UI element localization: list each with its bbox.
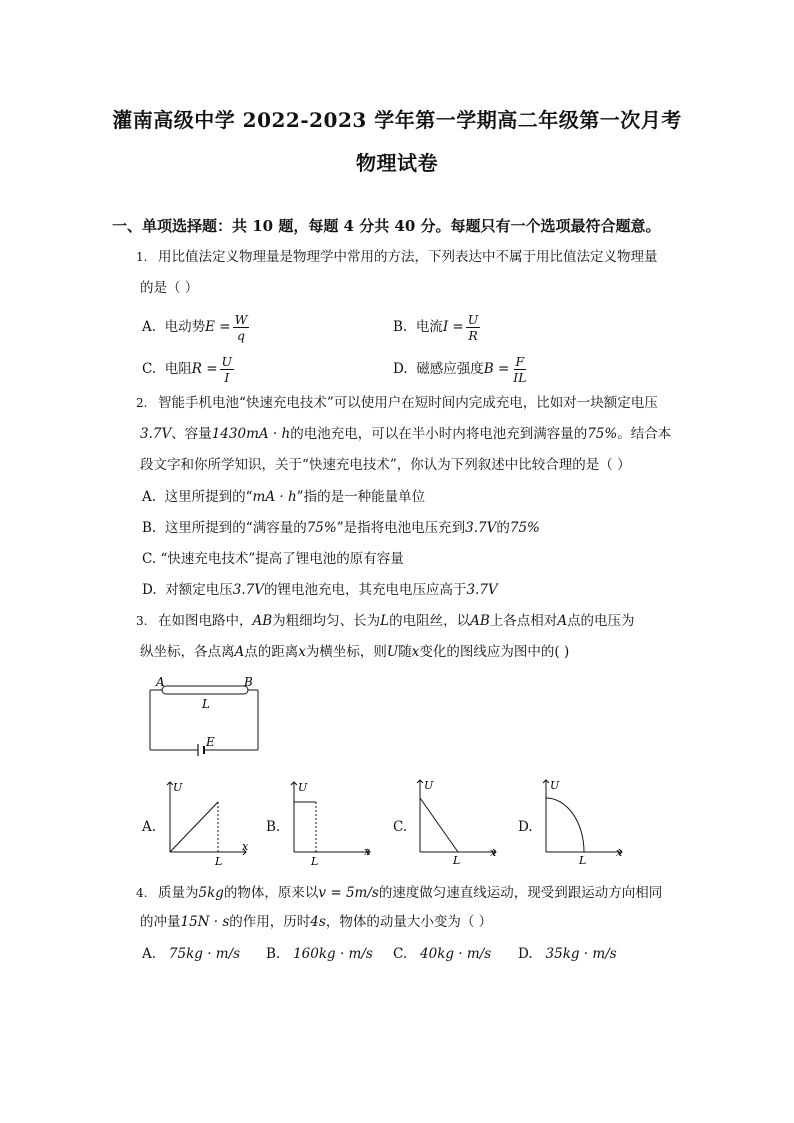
svg-text:L: L: [453, 854, 461, 866]
q4-option-d: D. 35kg · m/s: [518, 946, 617, 962]
q4-option-a: A. 75kg · m/s: [142, 946, 241, 962]
graph-d-curve: [546, 798, 584, 852]
q3-line1: 3. 在如图电路中，AB为粗细均匀、长为L的电阻丝，以AB上各点相对A点的电压为: [136, 613, 635, 629]
q4-number: 4.: [136, 886, 148, 900]
svg-text:L: L: [215, 855, 223, 868]
circuit-label-b: B: [244, 675, 253, 689]
svg-text:U: U: [424, 779, 434, 792]
graph-a-curve: [170, 802, 218, 852]
svg-text:L: L: [311, 855, 319, 868]
circuit-diagram: [140, 672, 270, 762]
graph-c-curve: [420, 798, 458, 852]
graph-d-label: D.: [518, 819, 533, 835]
resistance-wire: [162, 686, 248, 694]
graph-c: [410, 774, 502, 866]
svg-text:L: L: [579, 854, 587, 866]
q2-option-a: A. 这里所提到的“mA · h”指的是一种能量单位: [142, 489, 426, 505]
q1-option-c: C. 电阻R = $\frac{U}{I}$: [142, 354, 233, 385]
q2-option-d: D. 对额定电压3.7V的锂电池充电，其充电电压应高于3.7V: [142, 582, 498, 598]
circuit-label-l: L: [202, 697, 210, 711]
circuit-label-e: E: [206, 735, 215, 749]
q2-number: 2.: [136, 396, 148, 410]
svg-text:x: x: [364, 845, 371, 858]
circuit-label-a: A: [156, 675, 165, 689]
svg-text:x: x: [242, 840, 249, 853]
svg-text:U: U: [550, 779, 560, 792]
q2-option-c: C. “快速充电技术”提高了锂电池的原有容量: [142, 551, 404, 567]
graph-b: [284, 776, 376, 868]
q1-number: 1.: [136, 250, 148, 264]
graph-a: [160, 776, 252, 868]
q4-option-c: C. 40kg · m/s: [393, 946, 492, 962]
q3-number: 3.: [136, 614, 148, 628]
svg-text:U: U: [173, 781, 183, 794]
q4-line2: 的冲量15N · s的作用，历时4s，物体的动量大小变为（ ）: [140, 914, 493, 930]
q2-line3: 段文字和你所学知识，关于“快速充电技术”，你认为下列叙述中比较合理的是（ ）: [140, 457, 631, 473]
section-heading: 一、单项选择题：共 10 题，每题 4 分共 40 分。每题只有一个选项最符合题意。: [112, 217, 661, 235]
q1-stem-line1: 1. 用比值法定义物理量是物理学中常用的方法，下列表达中不属于用比值法定义物理量: [136, 249, 658, 265]
graph-b-label: B.: [266, 819, 281, 835]
exam-subtitle: 物理试卷: [356, 151, 438, 175]
graph-d: [536, 774, 628, 866]
exam-title: 灌南高级中学 2022-2023 学年第一学期高二年级第一次月考: [112, 108, 682, 132]
q1-option-d: D. 磁感应强度B = $\frac{F}{IL}$: [393, 354, 527, 385]
q2-option-b: B. 这里所提到的“满容量的75%”是指将电池电压充到3.7V的75%: [142, 520, 540, 536]
graph-a-label: A.: [142, 819, 157, 835]
q1-option-b: B. 电流I = $\frac{U}{R}$: [393, 312, 479, 343]
svg-text:U: U: [298, 781, 308, 794]
q4-line1: 4. 质量为5kg的物体，原来以v = 5m/s的速度做匀速直线运动，现受到跟运动方向相同: [136, 885, 663, 901]
q1-option-a: A. 电动势E = $\frac{W}{q}$: [142, 312, 248, 343]
q3-line2: 纵坐标，各点离A点的距离x为横坐标，则U随x变化的图线应为图中的( ): [140, 644, 570, 660]
svg-text:x: x: [616, 846, 623, 859]
svg-text:x: x: [490, 846, 497, 859]
q1-stem-line2: 的是（ ）: [140, 280, 199, 296]
graph-c-label: C.: [393, 819, 408, 835]
q2-line1: 2. 智能手机电池“快速充电技术”可以使用户在短时间内完成充电，比如对一块额定电压: [136, 395, 658, 411]
q4-option-b: B. 160kg · m/s: [266, 946, 373, 962]
q2-line2: 3.7V、容量1430mA · h的电池充电，可以在半小时内将电池充到满容量的75%。结合本: [140, 426, 672, 442]
